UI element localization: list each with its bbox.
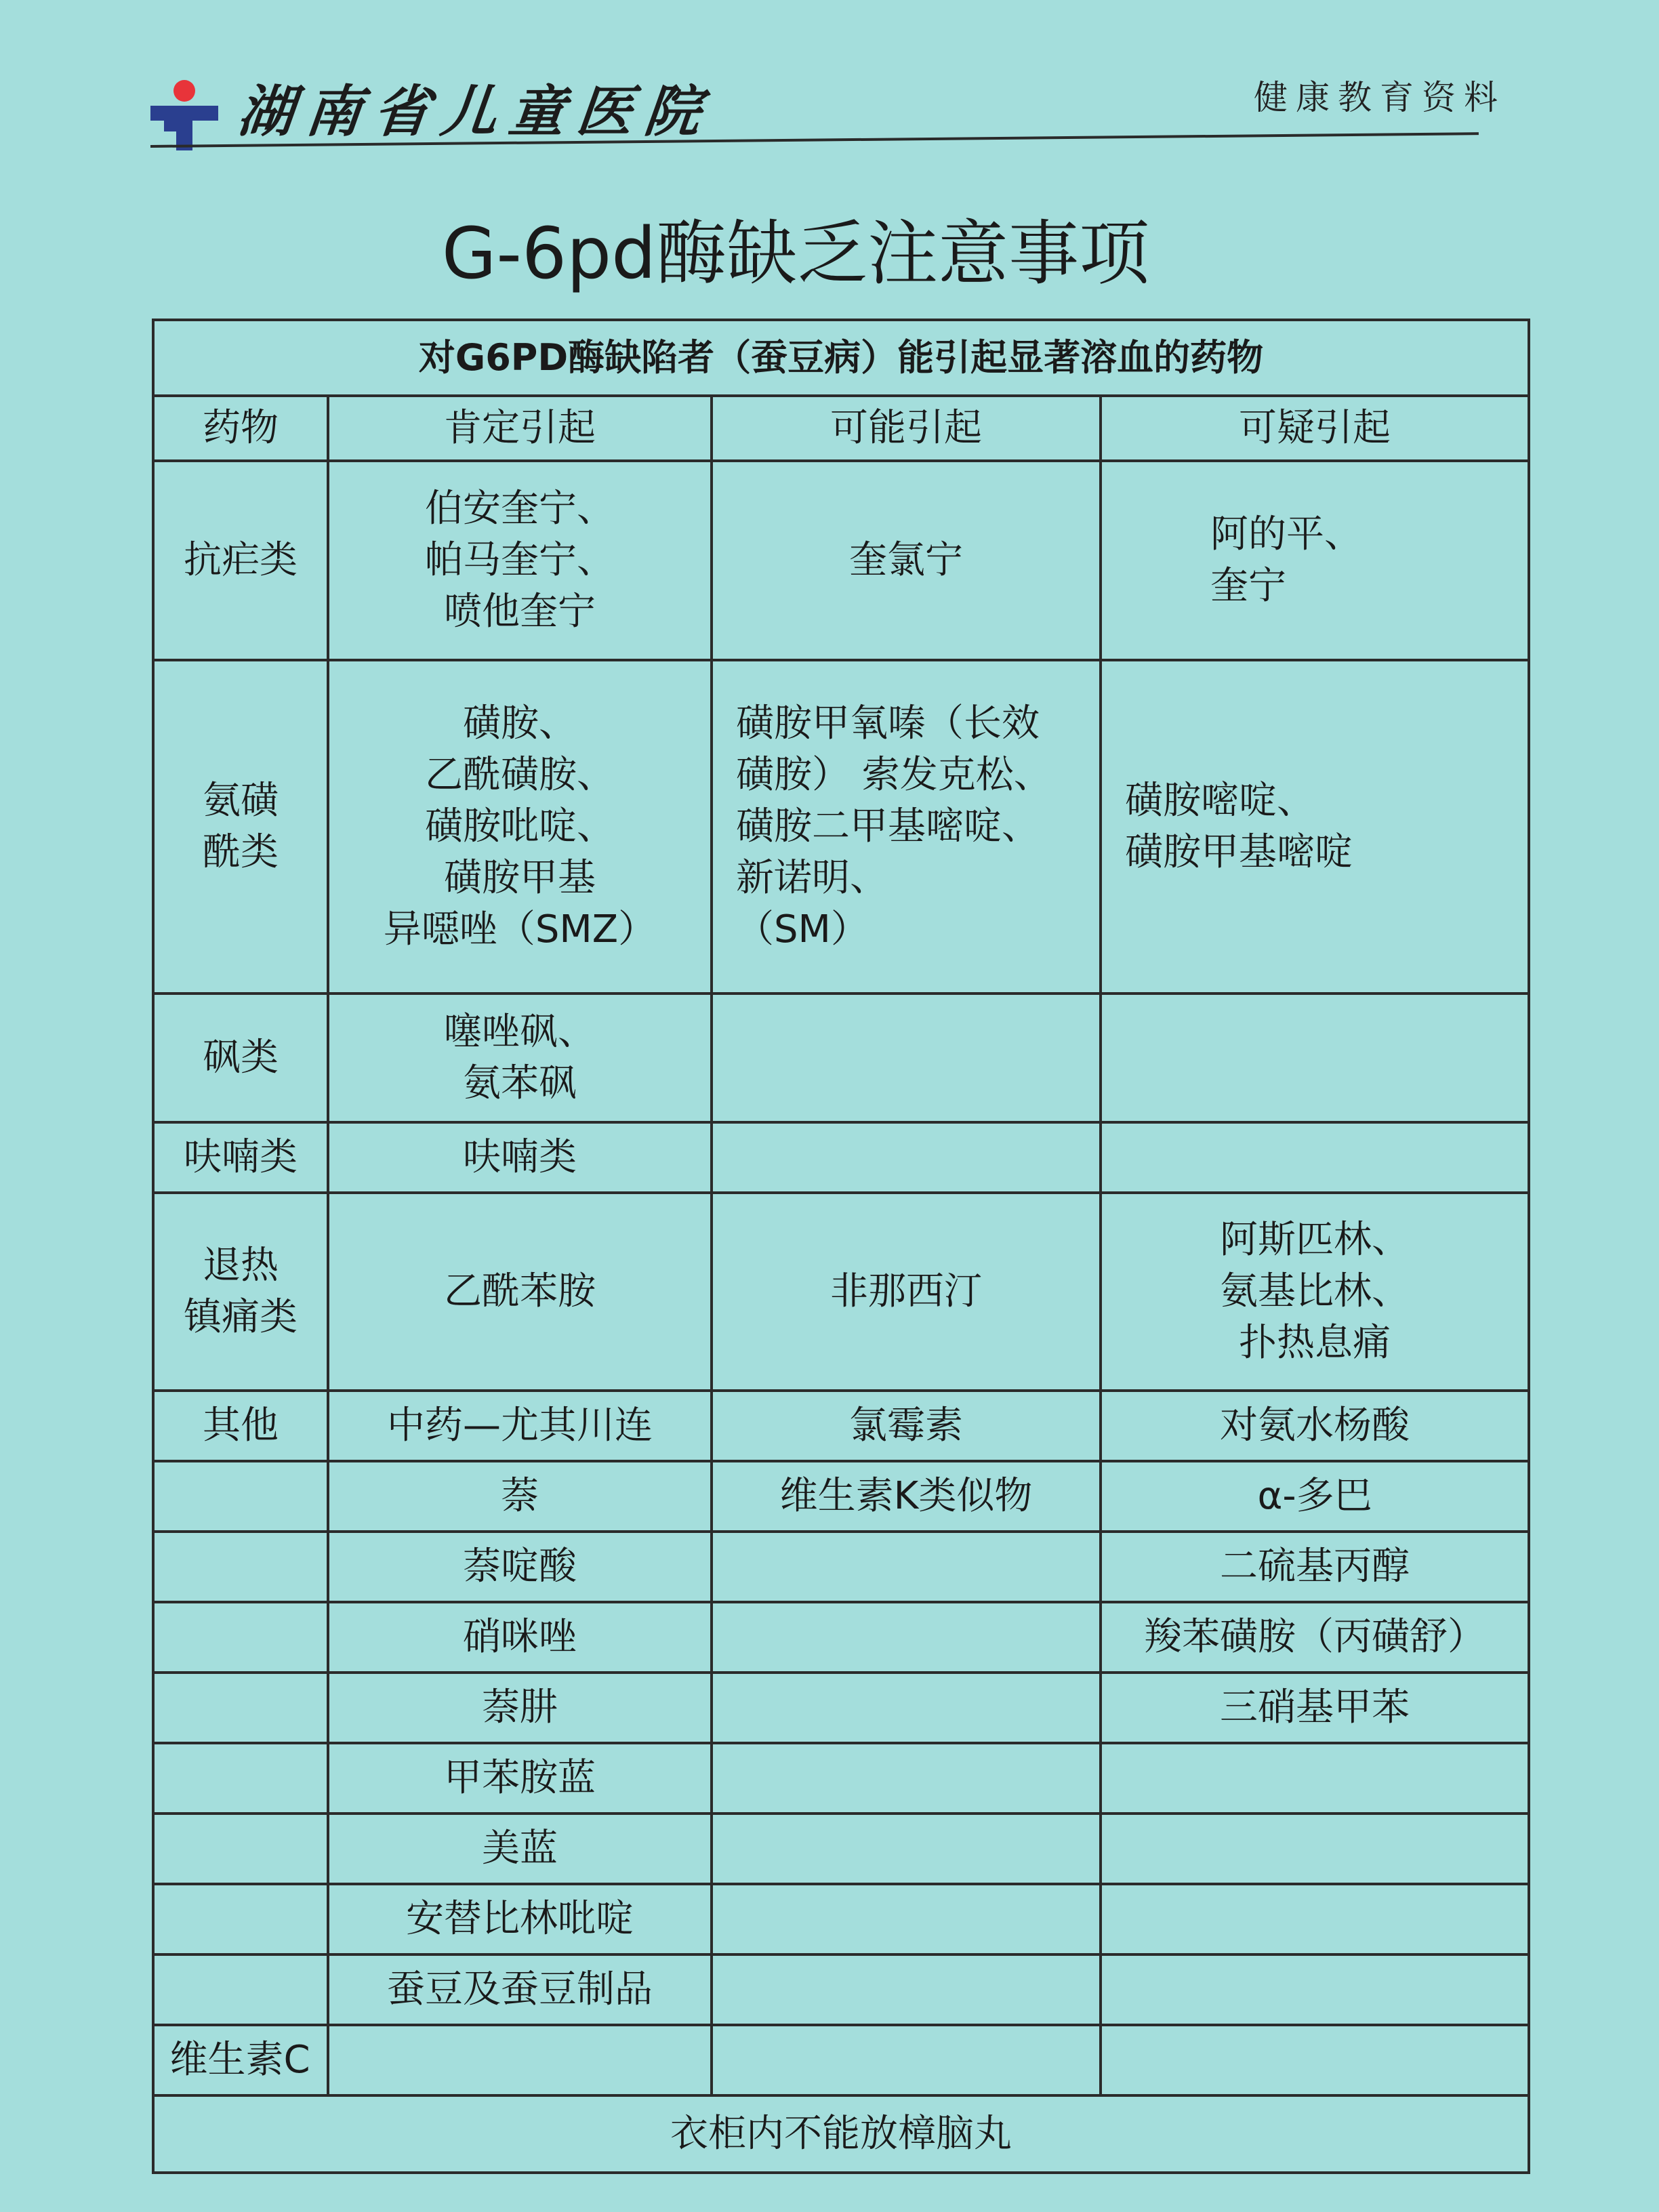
suspected-cause-cell: [1101, 1122, 1529, 1193]
suspected-cause-cell: [1101, 1532, 1529, 1602]
cell-line: 对氨水杨酸: [1220, 1404, 1410, 1448]
table-row: [153, 1884, 1529, 1954]
table-row: [153, 1673, 1529, 1743]
cell-line: 阿的平、: [1210, 512, 1362, 556]
drug-category-cell: 其他: [153, 1391, 328, 1461]
cell-line: 乙酰磺胺、: [425, 753, 615, 797]
cell-line: 中药—尤其川连: [387, 1404, 653, 1448]
page-title-text: G-6pd酶缺乏注意事项: [441, 212, 1150, 295]
table-row: [153, 1743, 1529, 1814]
cell-line: 美蓝: [482, 1826, 558, 1870]
cell-line: 异噁唑（SMZ）: [383, 907, 657, 951]
drug-category-cell: [153, 1602, 328, 1673]
page-title: [0, 197, 1659, 298]
cell-line: 羧苯磺胺（丙磺舒）: [1144, 1615, 1486, 1659]
cell-line: 氨苯砜: [463, 1061, 577, 1105]
suspected-cause-cell: [1101, 461, 1529, 660]
drug-category-cell: 砜类: [153, 994, 328, 1122]
table-row: [153, 2025, 1529, 2095]
table-row: [153, 660, 1529, 994]
possible-cause-cell: [712, 1391, 1101, 1461]
cell-line: 萘肼: [482, 1685, 558, 1729]
suspected-cause-cell: [1101, 1673, 1529, 1743]
definite-cause-cell: [328, 994, 712, 1122]
suspected-cause-cell: [1101, 2025, 1529, 2095]
drug-category-cell: [153, 1673, 328, 1743]
drug-category-cell: [153, 1461, 328, 1532]
drug-category-cell: [153, 660, 328, 994]
definite-cause-cell: [328, 1461, 712, 1532]
suspected-cause-cell: [1101, 1461, 1529, 1532]
cell-line: （SM）: [736, 907, 869, 951]
cell-line: 喷他奎宁: [444, 590, 596, 634]
cell-line: 扑热息痛: [1239, 1321, 1391, 1365]
definite-cause-cell: [328, 1193, 712, 1391]
possible-cause-cell: [712, 1954, 1101, 2025]
cell-line: 磺胺甲基嘧啶: [1125, 830, 1353, 874]
cell-line: 非那西汀: [830, 1269, 982, 1313]
cell-line: 磺胺、: [463, 701, 577, 745]
cell-line: 氨磺: [203, 779, 279, 823]
definite-cause-cell: [328, 1954, 712, 2025]
cell-line: 安替比林吡啶: [406, 1897, 634, 1941]
hospital-cross-logo-icon: [150, 77, 218, 152]
cell-line: 萘啶酸: [463, 1544, 577, 1589]
table-footer-row: [153, 2095, 1529, 2173]
drug-category-cell: 抗疟类: [153, 461, 328, 660]
definite-cause-cell: [328, 1391, 712, 1461]
drug-category-cell: [153, 1954, 328, 2025]
cell-line: 磺胺） 索发克松、: [736, 753, 1052, 797]
definite-cause-cell: [328, 1884, 712, 1954]
cell-line: 磺胺甲氧嗪（长效: [736, 701, 1040, 745]
drug-table-container: [152, 319, 1528, 2174]
cell-line: 氯霉素: [849, 1404, 963, 1448]
possible-cause-cell: [712, 1673, 1101, 1743]
drug-category-cell: [153, 1193, 328, 1391]
cell-line: 乙酰苯胺: [444, 1269, 596, 1313]
possible-cause-cell: [712, 1122, 1101, 1193]
possible-cause-cell: [712, 660, 1101, 994]
drug-category-cell: 呋喃类: [153, 1122, 328, 1193]
cell-line: 退热: [203, 1244, 279, 1288]
possible-cause-cell: [712, 1532, 1101, 1602]
definite-cause-cell: [328, 1814, 712, 1884]
suspected-cause-cell: [1101, 1391, 1529, 1461]
drug-category-cell: [153, 1884, 328, 1954]
column-header-drug: 药物: [153, 396, 328, 461]
drug-table: [152, 319, 1530, 2174]
table-caption-row: [153, 320, 1529, 396]
cell-line: 磺胺嘧啶、: [1125, 779, 1315, 823]
cell-line: 蚕豆及蚕豆制品: [387, 1967, 653, 2011]
possible-cause-cell: [712, 994, 1101, 1122]
column-header-possible: 可能引起: [712, 396, 1101, 461]
cell-line: 二硫基丙醇: [1220, 1544, 1410, 1589]
drug-category-cell: [153, 1743, 328, 1814]
drug-category-cell: [153, 1814, 328, 1884]
table-row: [153, 1602, 1529, 1673]
table-row: [153, 1814, 1529, 1884]
cell-line: 帕马奎宁、: [425, 538, 615, 582]
suspected-cause-cell: [1101, 1743, 1529, 1814]
column-header-suspected: 可疑引起: [1101, 396, 1529, 461]
footer-note: 衣柜内不能放樟脑丸: [153, 2095, 1529, 2173]
table-row: [153, 994, 1529, 1122]
suspected-cause-cell: [1101, 1954, 1529, 2025]
table-row: [153, 1122, 1529, 1193]
table-caption: 对G6PD酶缺陷者（蚕豆病）能引起显著溶血的药物: [153, 320, 1529, 396]
cell-line: 镇痛类: [184, 1295, 298, 1339]
cell-line: 磺胺甲基: [444, 856, 596, 900]
table-row: [153, 1461, 1529, 1532]
cell-line: 奎氯宁: [849, 538, 963, 582]
definite-cause-cell: [328, 1532, 712, 1602]
possible-cause-cell: [712, 1743, 1101, 1814]
possible-cause-cell: [712, 1461, 1101, 1532]
suspected-cause-cell: [1101, 1884, 1529, 1954]
suspected-cause-cell: [1101, 1602, 1529, 1673]
table-row: [153, 1954, 1529, 2025]
suspected-cause-cell: [1101, 1193, 1529, 1391]
definite-cause-cell: [328, 1602, 712, 1673]
cell-line: 呋喃类: [463, 1135, 577, 1179]
document-category: 健康教育资料: [1254, 78, 1506, 117]
definite-cause-cell: [328, 2025, 712, 2095]
possible-cause-cell: [712, 1602, 1101, 1673]
cell-line: 氨基比林、: [1220, 1269, 1410, 1313]
possible-cause-cell: [712, 1814, 1101, 1884]
cell-line: 萘: [501, 1474, 539, 1518]
suspected-cause-cell: [1101, 660, 1529, 994]
definite-cause-cell: [328, 1743, 712, 1814]
table-row: [153, 1532, 1529, 1602]
suspected-cause-cell: [1101, 1814, 1529, 1884]
suspected-cause-cell: [1101, 994, 1529, 1122]
hospital-name: 湖南省儿童医院: [234, 79, 716, 144]
cell-line: 甲苯胺蓝: [444, 1756, 596, 1800]
cell-line: 阿斯匹林、: [1220, 1218, 1410, 1262]
table-row: [153, 1391, 1529, 1461]
column-header-definite: 肯定引起: [328, 396, 712, 461]
cell-line: 噻唑砜、: [444, 1010, 596, 1054]
cell-line: 三硝基甲苯: [1220, 1685, 1410, 1729]
possible-cause-cell: [712, 1193, 1101, 1391]
cell-line: 磺胺二甲基嘧啶、: [736, 804, 1040, 848]
table-header-row: [153, 396, 1529, 461]
table-row: [153, 461, 1529, 660]
possible-cause-cell: [712, 2025, 1101, 2095]
definite-cause-cell: [328, 660, 712, 994]
definite-cause-cell: [328, 1122, 712, 1193]
cell-line: 磺胺吡啶、: [425, 804, 615, 848]
cell-line: 新诺明、: [736, 856, 888, 900]
possible-cause-cell: [712, 1884, 1101, 1954]
cell-line: 硝咪唑: [463, 1615, 577, 1659]
definite-cause-cell: [328, 1673, 712, 1743]
cell-line: 奎宁: [1210, 564, 1286, 608]
drug-category-cell: 维生素C: [153, 2025, 328, 2095]
cell-line: α-多巴: [1257, 1474, 1372, 1518]
cell-line: 酰类: [203, 830, 279, 874]
definite-cause-cell: [328, 461, 712, 660]
cell-line: 维生素K类似物: [779, 1474, 1033, 1518]
drug-category-cell: [153, 1532, 328, 1602]
table-row: [153, 1193, 1529, 1391]
cell-line: 伯安奎宁、: [425, 487, 615, 531]
possible-cause-cell: [712, 461, 1101, 660]
